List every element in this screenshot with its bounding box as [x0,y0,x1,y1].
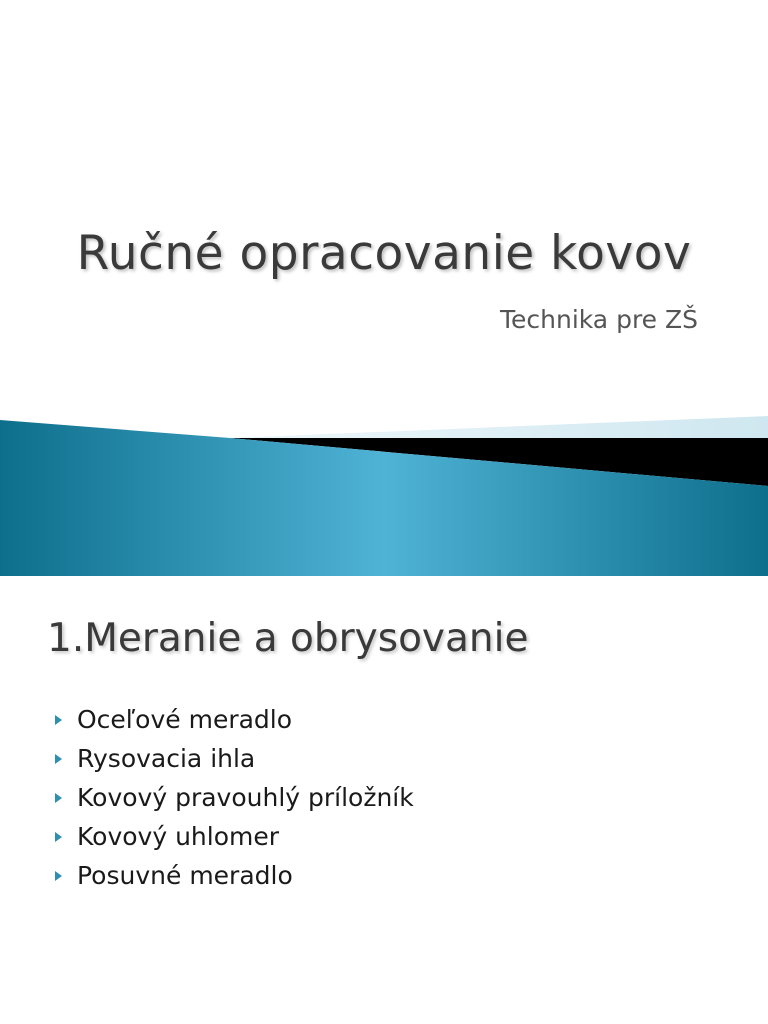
triangle-right-icon [55,793,62,803]
list-item-text: Kovový uhlomer [77,822,280,851]
list-item-text: Oceľové meradlo [77,705,293,734]
content-slide [0,576,768,1024]
list-item [55,700,414,739]
list-item [55,817,414,856]
list-item-text: Rysovacia ihla [77,744,256,773]
slide-title: Ručné opracovanie kovov [76,226,692,281]
triangle-right-icon [55,715,62,725]
decorative-band [0,410,768,576]
list-item-text: Posuvné meradlo [77,861,293,890]
bullet-list [55,700,414,895]
list-item [55,778,414,817]
triangle-right-icon [55,871,62,881]
section-title: 1.Meranie a obrysovanie [47,616,529,661]
triangle-right-icon [55,754,62,764]
list-item [55,739,414,778]
list-item [55,856,414,895]
triangle-right-icon [55,832,62,842]
list-item-text: Kovový pravouhlý príložník [77,783,414,812]
slide-subtitle: Technika pre ZŠ [499,305,698,334]
